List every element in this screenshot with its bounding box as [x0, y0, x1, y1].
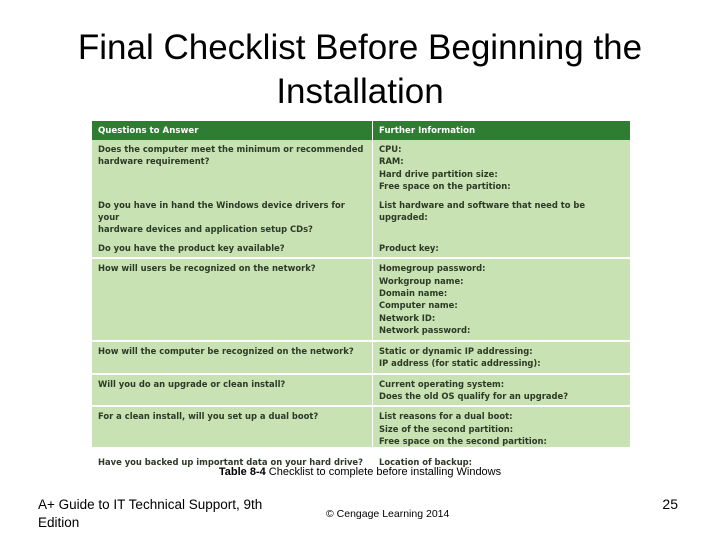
info-text: Size of the second partition: [379, 423, 514, 434]
question-text: Do you have in hand the Windows device drivers for your [98, 199, 345, 223]
table-row [92, 341, 630, 374]
info-cell [373, 258, 631, 340]
info-cell [373, 140, 631, 196]
question-cell [92, 258, 373, 340]
info-text: Current operating system: [379, 378, 505, 389]
info-text: Free space on the partition: [379, 181, 511, 192]
slide-title-line-1: Final Checklist Before Beginning the [77, 28, 643, 67]
slide-title [40, 26, 680, 114]
footer-copyright: © Cengage Learning 2014 [326, 508, 450, 520]
question-text: For a clean install, will you set up a dual boot? [98, 411, 319, 422]
question-text: hardware requirement? [98, 156, 210, 167]
question-cell [92, 140, 373, 196]
question-cell [92, 374, 373, 407]
table-row [92, 258, 630, 340]
info-text: List hardware and software that need to be upgraded: [379, 199, 586, 223]
info-text: Domain name: [379, 288, 448, 299]
info-cell [373, 196, 631, 239]
info-text: Network ID: [379, 312, 436, 323]
table-caption [0, 466, 720, 478]
info-text: List reasons for a dual boot: [379, 411, 513, 422]
checklist-table [92, 121, 630, 467]
info-text: CPU: [379, 144, 402, 154]
info-cell [373, 406, 631, 451]
table-row [92, 239, 630, 258]
footer-book-title: A+ Guide to IT Technical Support, 9th Edition [38, 497, 263, 530]
question-cell [92, 239, 373, 258]
question-text: Have you backed up important data on your hard drive? [98, 456, 363, 467]
info-text: Location of backup: [379, 456, 473, 467]
info-cell [373, 341, 631, 374]
question-cell [92, 406, 373, 451]
table-header-row [92, 121, 630, 140]
info-text: Product key: [379, 242, 439, 253]
info-text: Network password: [379, 325, 471, 336]
info-cell [373, 239, 631, 258]
info-text: RAM: [379, 156, 404, 167]
question-cell [92, 341, 373, 374]
question-text: Do you have the product key available? [98, 242, 285, 253]
info-text: IP address (for static addressing): [379, 358, 541, 369]
caption-text: Checklist to complete before installing Windows [265, 466, 502, 478]
slide-title-line-2: Installation [276, 72, 444, 111]
info-text: Does the old OS qualify for an upgrade? [379, 390, 569, 401]
column-header-questions: Questions to Answer [92, 121, 373, 140]
question-text: How will the computer be recognized on the network? [98, 345, 354, 356]
table-row [92, 406, 630, 451]
question-cell [92, 196, 373, 239]
question-text: hardware devices and application setup CDs? [98, 224, 313, 235]
info-text: Hard drive partition size: [379, 168, 498, 179]
page-number: 25 [662, 496, 678, 512]
info-text: Homegroup password: [379, 263, 486, 274]
info-text: Free space on the second partition: [379, 436, 547, 447]
question-text: Will you do an upgrade or clean install? [98, 378, 286, 389]
question-text: How will users be recognized on the network? [98, 263, 316, 274]
info-text: Workgroup name: [379, 275, 464, 286]
info-text: Computer name: [379, 300, 458, 311]
column-header-information: Further Information [373, 121, 631, 140]
caption-label: Table 8-4 [218, 466, 266, 478]
table-row [92, 140, 630, 196]
info-text: Static or dynamic IP addressing: [379, 345, 533, 356]
question-text: Does the computer meet the minimum or recommended [98, 144, 364, 154]
table-row [92, 196, 630, 239]
info-cell [373, 374, 631, 407]
table-row [92, 374, 630, 407]
